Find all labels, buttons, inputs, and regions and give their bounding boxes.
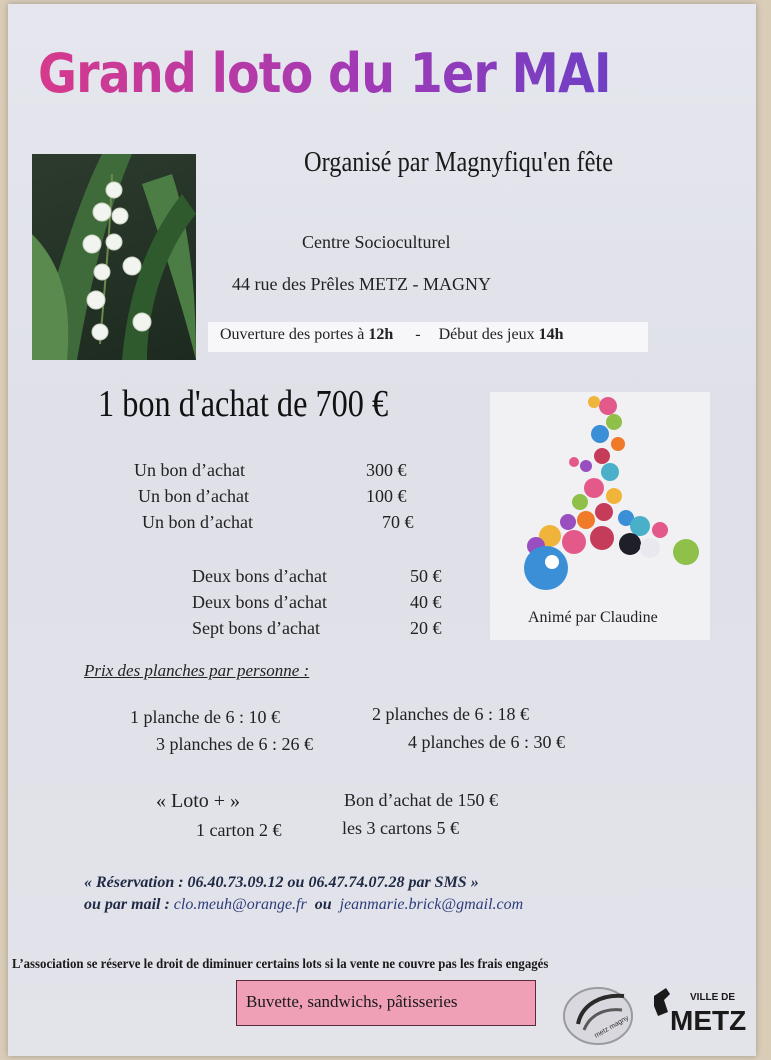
doors-label: Ouverture des portes à (220, 326, 369, 343)
prize-label: Un bon d’achat (138, 486, 249, 506)
city-logo (648, 982, 752, 1042)
bingo-balls-image (490, 392, 710, 640)
reservation-mail-line (84, 896, 523, 914)
email-link-2[interactable]: jeanmarie.brick@gmail.com (339, 896, 524, 913)
loto-plus-one-card: 1 carton 2 € (196, 820, 282, 840)
lily-of-the-valley-icon (32, 154, 196, 360)
venue-name: Centre Socioculturel (302, 232, 451, 252)
lily-of-the-valley-photo (32, 154, 196, 360)
email-link-1[interactable]: clo.meuh@orange.fr (173, 896, 307, 913)
hours-separator: - (415, 326, 421, 343)
loto-plus-three-cards: les 3 cartons 5 € (342, 818, 459, 838)
prize-label: Un bon d’achat (142, 512, 253, 532)
prize-amount: 70 € (382, 512, 414, 532)
prize-label: Un bon d’achat (134, 460, 245, 480)
city-logo-name: METZ (670, 1005, 747, 1036)
hours-line (220, 326, 564, 344)
reservation-phone: « Réservation : 06.40.73.09.12 ou 06.47.74.07.28 par SMS » (84, 874, 479, 891)
price-item: 1 planche de 6 : 10 € (130, 707, 280, 727)
animator-caption: Animé par Claudine (528, 609, 658, 626)
bingo-balls-icon (490, 392, 710, 604)
main-prize: 1 bon d'achat de 700 € (98, 383, 389, 425)
poster (8, 4, 756, 1056)
prize-label: Sept bons d’achat (192, 618, 320, 638)
city-logo-icon (648, 982, 752, 1042)
price-item: 3 planches de 6 : 26 € (156, 734, 313, 754)
venue-address: 44 rue des Prêles METZ - MAGNY (232, 274, 491, 294)
prize-label: Deux bons d’achat (192, 592, 327, 612)
doors-time: 12h (368, 326, 394, 343)
prize-amount: 50 € (410, 566, 442, 586)
prize-amount: 40 € (410, 592, 442, 612)
price-item: 4 planches de 6 : 30 € (408, 732, 565, 752)
games-time: 14h (538, 326, 564, 343)
price-heading: Prix des planches par personne : (84, 661, 310, 680)
prize-amount: 20 € (410, 618, 442, 638)
association-logo-icon (558, 980, 636, 1046)
association-logo-text: metz magny (593, 1014, 631, 1040)
prize-amount: 300 € (366, 460, 407, 480)
prize-label: Deux bons d’achat (192, 566, 327, 586)
organizer-line: Organisé par Magnyfiqu'en fête (304, 146, 614, 178)
association-logo (558, 980, 636, 1046)
games-label: Début des jeux (438, 326, 539, 343)
city-logo-top: VILLE DE (690, 992, 736, 1003)
prize-amount: 100 € (366, 486, 407, 506)
loto-plus-name: « Loto + » (156, 790, 241, 812)
mail-label: ou par mail : (84, 896, 170, 913)
email-or: ou (314, 896, 332, 913)
poster-title: Grand loto du 1er MAI (38, 42, 611, 105)
price-item: 2 planches de 6 : 18 € (372, 704, 529, 724)
refreshments-text: Buvette, sandwichs, pâtisseries (246, 992, 458, 1011)
disclaimer: L’association se réserve le droit de diminuer certains lots si la vente ne couvre pas les frais engagés (12, 956, 549, 971)
loto-plus-prize: Bon d’achat de 150 € (344, 790, 498, 810)
